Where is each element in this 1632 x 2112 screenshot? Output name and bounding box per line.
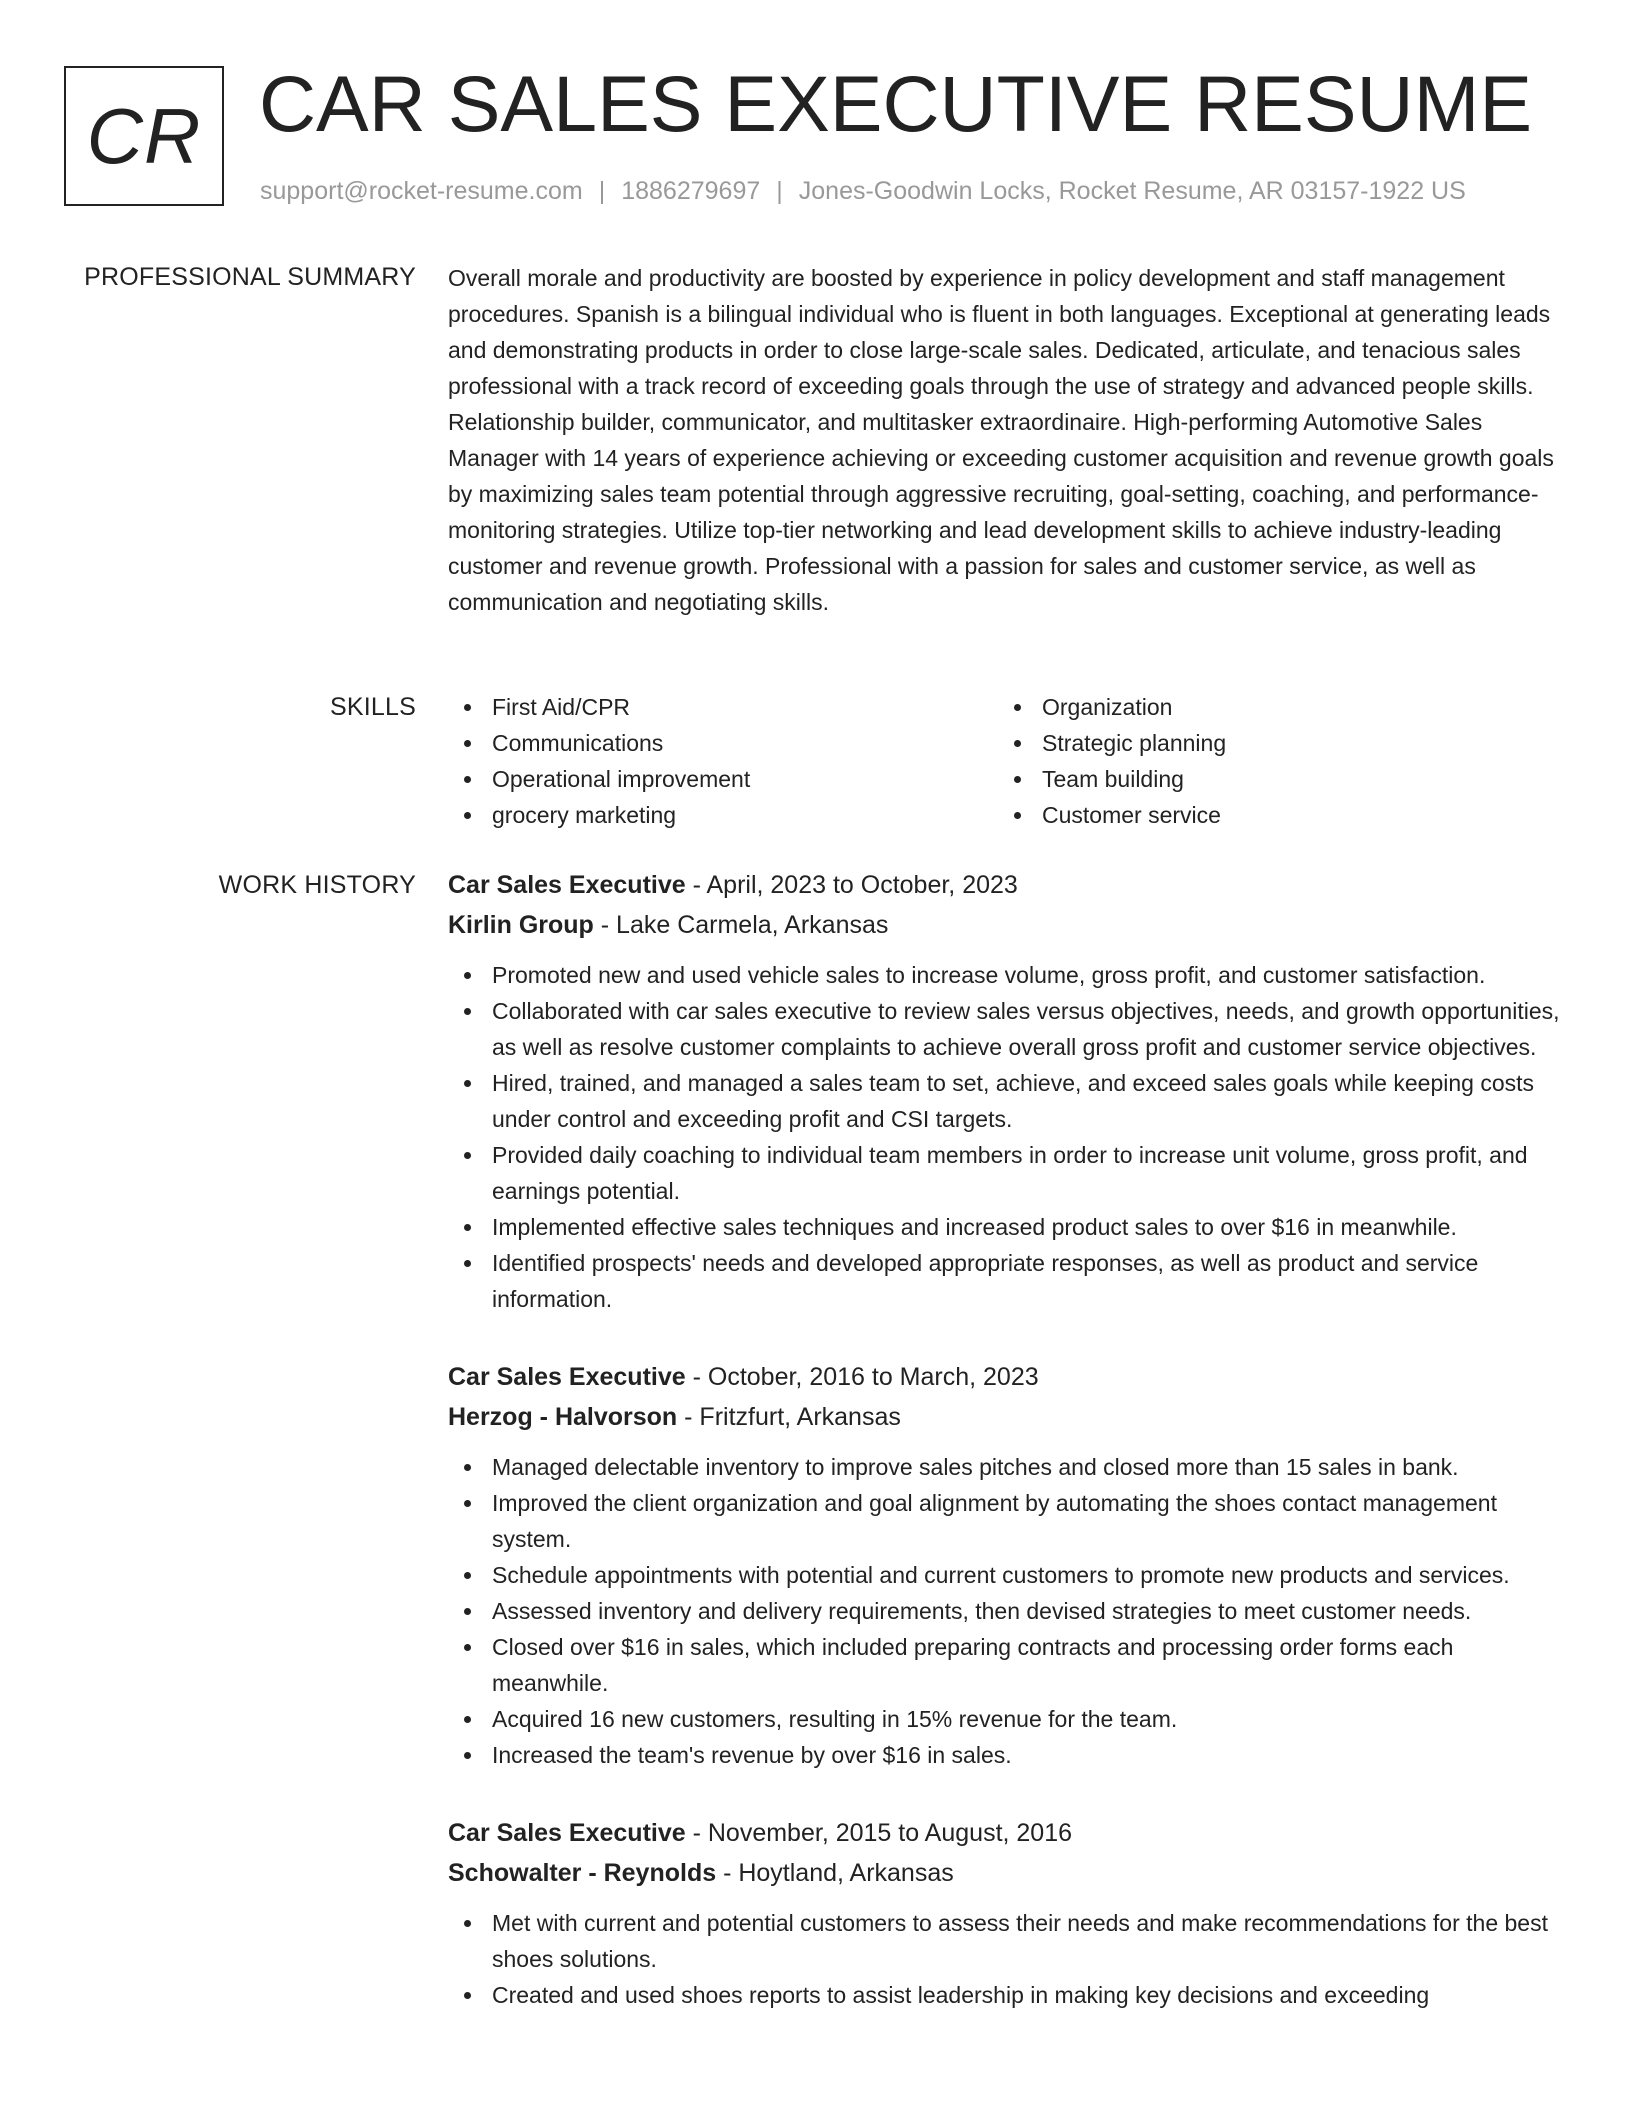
summary-text: Overall morale and productivity are boosted by experience in policy development and staff management procedures. Spanish is a bilingual individual who is fluent in both languages. Exceptional at generating leads and demonstrating products in order to close large-scale sales. Dedicated, articulate, and tenacious sales professional with a track record of exceeding goals through the use of strategy and advanced people skills. Relationship builder, communicator, and multitasker extraordinaire. High-performing Automotive Sales Manager with 14 years of experience achieving or exceeding customer acquisition and revenue growth goals by maximizing sales team potential through aggressive recruiting, goal-setting, coaching, and performance-monitoring strategies. Utilize top-tier networking and lead development skills to achieve industry-leading customer and revenue growth. Professional with a passion for sales and customer service, as well as communication and negotiating skills. xyxy=(448,265,1554,615)
job-bullet: Assessed inventory and delivery requirements, then devised strategies to meet customer needs. xyxy=(448,1593,1570,1629)
job-location: - Lake Carmela, Arkansas xyxy=(593,911,889,939)
job-title: Car Sales Executive xyxy=(448,1363,686,1391)
job-dates: - November, 2015 to August, 2016 xyxy=(685,1819,1073,1847)
skill-item: Operational improvement xyxy=(448,761,998,797)
job-bullet: Acquired 16 new customers, resulting in 15% revenue for the team. xyxy=(448,1701,1570,1737)
job-entry xyxy=(448,1813,1570,2013)
job-bullets xyxy=(448,1449,1570,1773)
contact-email: support@rocket-resume.com xyxy=(260,177,583,205)
work-history-label: WORK HISTORY xyxy=(218,871,416,899)
job-title: Car Sales Executive xyxy=(448,871,686,899)
job-company: Herzog - Halvorson xyxy=(448,1403,678,1431)
job-bullet: Created and used shoes reports to assist leadership in making key decisions and exceeding xyxy=(448,1977,1570,2013)
job-bullet: Collaborated with car sales executive to review sales versus objectives, needs, and growth opportunities, as well as resolve customer complaints to achieve overall gross profit and customer service objectives. xyxy=(448,993,1570,1065)
job-entry xyxy=(448,1357,1570,1773)
job-company: Kirlin Group xyxy=(448,911,594,939)
skill-item: Organization xyxy=(998,689,1548,725)
job-bullet: Identified prospects' needs and developed appropriate responses, as well as product and service information. xyxy=(448,1245,1570,1317)
job-company-line xyxy=(448,1853,1570,1893)
skills-body xyxy=(448,689,1570,833)
skill-item: Strategic planning xyxy=(998,725,1548,761)
skill-item: First Aid/CPR xyxy=(448,689,998,725)
job-bullet: Promoted new and used vehicle sales to increase volume, gross profit, and customer satisfaction. xyxy=(448,957,1570,993)
job-bullets xyxy=(448,957,1570,1317)
summary-body xyxy=(448,259,1570,620)
contact-line xyxy=(260,174,1466,208)
job-bullet: Increased the team's revenue by over $16 in sales. xyxy=(448,1737,1570,1773)
job-location: - Fritzfurt, Arkansas xyxy=(677,1403,901,1431)
job-bullet: Met with current and potential customers to assess their needs and make recommendations for the best shoes solutions. xyxy=(448,1905,1570,1977)
skills-label: SKILLS xyxy=(330,693,416,721)
skill-item: Customer service xyxy=(998,797,1548,833)
skills-grid xyxy=(448,689,1570,833)
skill-item: Communications xyxy=(448,725,998,761)
job-bullet: Provided daily coaching to individual team members in order to increase unit volume, gross profit, and earnings potential. xyxy=(448,1137,1570,1209)
job-title: Car Sales Executive xyxy=(448,1819,686,1847)
job-entry xyxy=(448,865,1570,1317)
job-title-line xyxy=(448,865,1570,905)
resume-title: CAR SALES EXECUTIVE RESUME xyxy=(259,59,1533,148)
contact-separator: | xyxy=(776,177,783,205)
job-company-line xyxy=(448,905,1570,945)
job-title-line xyxy=(448,1357,1570,1397)
skill-item: Team building xyxy=(998,761,1548,797)
job-company-line xyxy=(448,1397,1570,1437)
job-bullet: Managed delectable inventory to improve sales pitches and closed more than 15 sales in bank. xyxy=(448,1449,1570,1485)
work-history-body xyxy=(448,865,1570,2053)
job-company: Schowalter - Reynolds xyxy=(448,1859,717,1887)
contact-address: Jones-Goodwin Locks, Rocket Resume, AR 03157-1922 US xyxy=(798,177,1466,205)
summary-label: PROFESSIONAL SUMMARY xyxy=(84,263,416,291)
job-dates: - October, 2016 to March, 2023 xyxy=(685,1363,1039,1391)
job-dates: - April, 2023 to October, 2023 xyxy=(685,871,1018,899)
job-bullets xyxy=(448,1905,1570,2013)
job-location: - Hoytland, Arkansas xyxy=(716,1859,954,1887)
contact-separator: | xyxy=(598,177,606,205)
job-bullet: Implemented effective sales techniques and increased product sales to over $16 in meanwhile. xyxy=(448,1209,1570,1245)
job-bullet: Closed over $16 in sales, which included preparing contracts and processing order forms each meanwhile. xyxy=(448,1629,1570,1701)
job-bullet: Improved the client organization and goal alignment by automating the shoes contact management system. xyxy=(448,1485,1570,1557)
job-bullet: Hired, trained, and managed a sales team to set, achieve, and exceed sales goals while keeping costs under control and exceeding profit and CSI targets. xyxy=(448,1065,1570,1137)
monogram-logo: CR xyxy=(64,66,224,206)
job-title-line xyxy=(448,1813,1570,1853)
skill-item: grocery marketing xyxy=(448,797,998,833)
job-bullet: Schedule appointments with potential and current customers to promote new products and services. xyxy=(448,1557,1570,1593)
contact-phone: 1886279697 xyxy=(621,177,761,205)
